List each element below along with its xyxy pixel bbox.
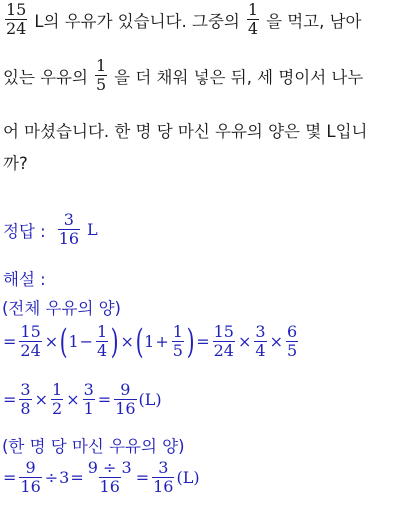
unit-liter: (L) (176, 468, 200, 487)
fraction-1-2: $\frac{1}{2}$ (52, 380, 63, 418)
fraction-9-16: $\frac{9}{16}$ (20, 458, 41, 496)
step2-equation: = $\frac{3}{8}$ × $\frac{1}{2}$ × $\frac{3}{1}$ = $\frac{9}{16}$ (L) (3, 380, 162, 418)
solution-label: 해설 : (3, 270, 46, 289)
problem-text: 있는 우유의 (3, 67, 88, 87)
fraction-6-5: $\frac{6}{5}$ (286, 322, 298, 360)
fraction-3-16: $\frac{3}{16}$ (153, 458, 174, 496)
problem-text: 을 더 채워 넣은 뒤, 세 명이서 나누 (114, 67, 364, 87)
answer-unit: L (87, 220, 98, 239)
problem-line-4: 까? (3, 154, 28, 173)
step1-title: (전체 우유의 양) (2, 299, 121, 318)
answer-line (3, 212, 98, 247)
problem-text: L의 우유가 있습니다. 그중의 (34, 11, 240, 31)
fraction-1-4: $\frac{1}{4}$ (97, 322, 108, 360)
problem-line-3: 어 마셨습니다. 한 명 당 마신 우유의 양은 몇 L입니 (3, 122, 368, 141)
fraction-15-24: $\frac{15}{24}$ (6, 0, 27, 38)
problem-line-1 (3, 2, 362, 37)
fraction-3-8: $\frac{3}{8}$ (20, 380, 31, 418)
problem-text: 을 먹고, 남아 (266, 11, 362, 31)
fraction-1-5: $\frac{1}{5}$ (172, 322, 183, 360)
step3-title: (한 명 당 마신 우유의 양) (2, 437, 185, 456)
step3-equation: = $\frac{9}{16}$ ÷ 3 = $\frac{9 \div 3}{16}$ = $\frac{3}{16}$ (L) (3, 458, 200, 496)
fraction-9-16: $\frac{9}{16}$ (115, 380, 136, 418)
fraction-15-24: $\frac{15}{24}$ (20, 322, 41, 360)
fraction-1-5: $\frac{1}{5}$ (95, 56, 107, 94)
fraction-3-4: $\frac{3}{4}$ (255, 322, 266, 360)
fraction-15-24: $\frac{15}{24}$ (213, 322, 234, 360)
fraction-9div3-16: $\frac{9 \div 3}{16}$ (87, 458, 132, 496)
step1-equation: = $\frac{15}{24}$ × ( 1 − $\frac{1}{4}$ ) × ( 1 + $\frac{1}{5}$ ) = $\frac{15}{24}$ × $\frac{3}{4}$ × $\frac{6}{5}$ (3, 321, 298, 362)
problem-line-2 (3, 58, 363, 93)
unit-liter: (L) (138, 390, 162, 409)
answer-label: 정답 : (3, 221, 46, 241)
answer-fraction: $\frac{3}{16}$ (58, 210, 80, 248)
fraction-3-1: $\frac{3}{1}$ (83, 380, 94, 418)
fraction-1-4: $\frac{1}{4}$ (247, 0, 259, 38)
